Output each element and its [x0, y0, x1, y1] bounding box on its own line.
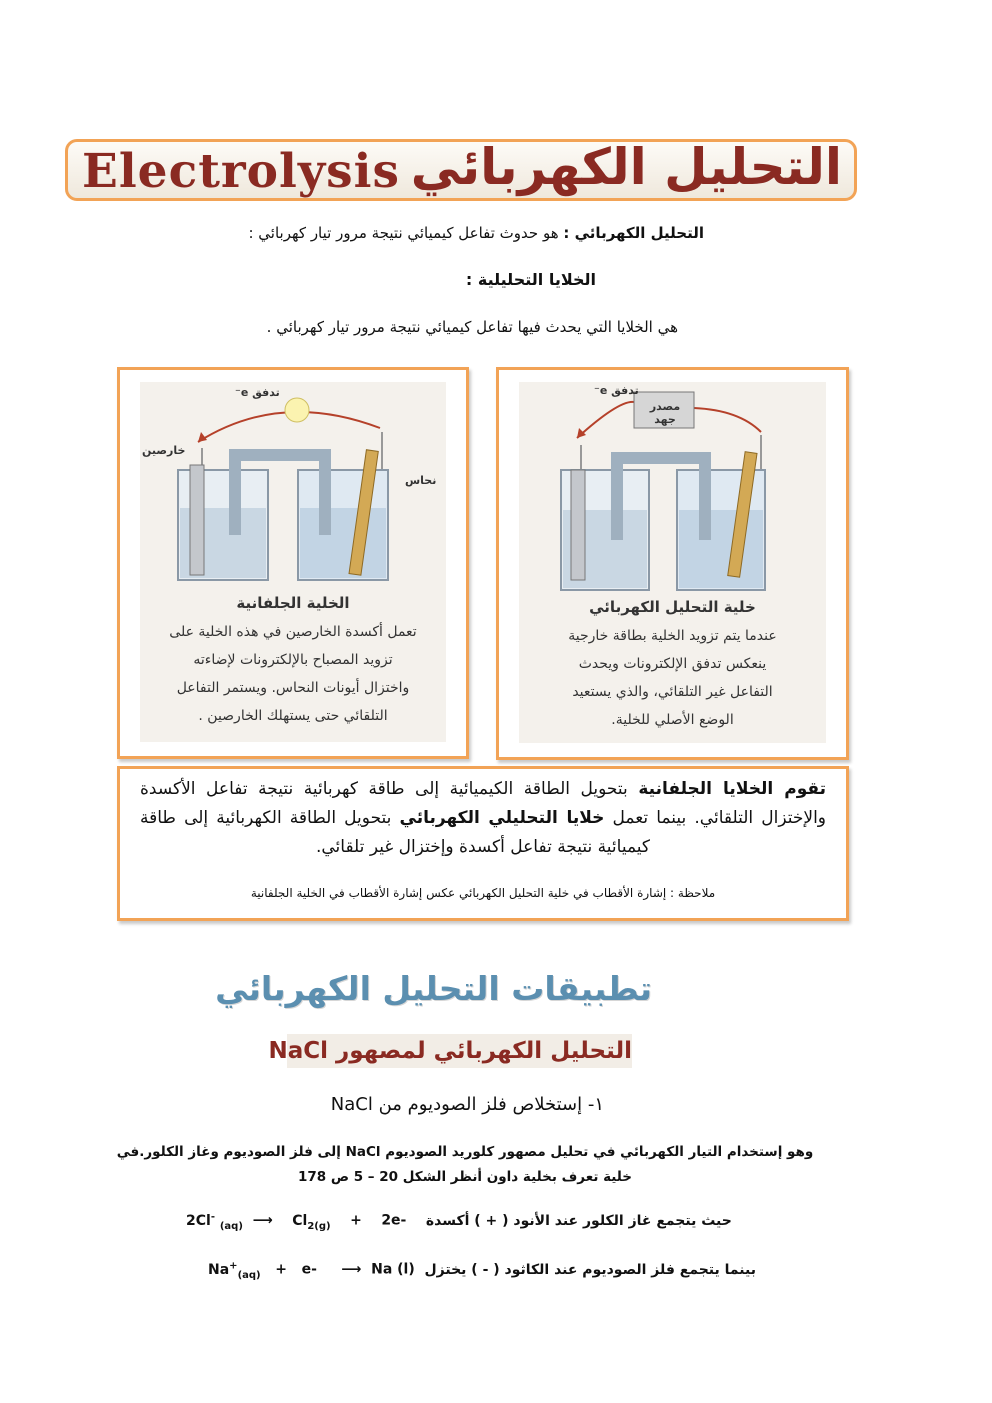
galvanic-caption-line: تعمل أكسدة الخارصين في هذه الخلية على: [169, 624, 417, 640]
electrolytic-caption-title: خلية التحليل الكهربائي: [589, 598, 756, 616]
cathode-equation: [208, 1260, 756, 1280]
applications-heading: تطبيقات التحليل الكهربائي: [215, 969, 652, 1008]
summary-bold-galvanic: تقوم الخلايا الجلفانية: [638, 779, 826, 799]
cathode-reactant: $Na^+_{(aq)}$: [208, 1260, 261, 1281]
cathode-description: بينما يتجمع فلز الصوديوم عند الكاثود ( - ) يختزل: [424, 1261, 756, 1278]
reaction-arrow: ⟶: [341, 1261, 362, 1278]
summary-text: [140, 775, 826, 862]
electrolytic-caption-line: التفاعل غير التلقائي، والذي يستعيد: [572, 684, 773, 700]
cathode-electrons: e-: [301, 1261, 317, 1278]
summary-box: [117, 766, 849, 921]
anode-reactant: 2Cl- $_{(aq)}$: [186, 1211, 243, 1232]
galvanic-caption: [140, 618, 446, 730]
summary-bold-electrolytic: خلايا التحليلي الكهربائي: [399, 808, 605, 828]
galvanic-caption-line: التلقائي حتى يستهلك الخارصين .: [198, 708, 388, 724]
galvanic-caption-title: الخلية الجلفانية: [236, 594, 350, 612]
anode-equation: [186, 1211, 732, 1231]
cells-definition: هي الخلايا التي يحدث فيها تفاعل كيميائي نتيجة مرور تيار كهربائي .: [266, 318, 678, 336]
title-english: Electrolysis: [82, 144, 400, 199]
anode-description: حيث يتجمع غاز الكلور عند الأنود ( + ) أكسدة: [425, 1212, 732, 1229]
reaction-arrow: ⟶: [252, 1212, 273, 1229]
definition-line: [248, 224, 704, 242]
summary-text-1: بتحويل الطاقة الكيميائية إلى طاقة كهربائية نتيجة تفاعل الأكسدة والإختزال التلقائي. بينما تعمل: [140, 779, 826, 828]
galvanic-copper-label: نحاس: [405, 474, 437, 487]
cathode-product: Na (l): [371, 1261, 415, 1278]
downs-cell-paragraph: وهو إستخدام التيار الكهربائي في تحليل مصهور كلوريد الصوديوم NaCl إلى فلز الصوديوم وغاز الكلور.في خلية تعرف بخلية داون أنظر الشكل 20 – 5 ص 178: [116, 1144, 814, 1185]
step-1: ١- إستخلاص فلز الصوديوم من NaCl: [330, 1094, 604, 1115]
summary-text-2: بتحويل الطاقة الكهربائية إلى طاقة كيميائية نتيجة تفاعل أكسدة وإختزال غير تلقائي.: [140, 808, 651, 857]
electrolytic-cell-figure: [496, 367, 849, 760]
summary-note: ملاحظة : إشارة الأقطاب في خلية التحليل الكهربائي عكس إشارة الأقطاب في الخلية الجلفانية: [250, 886, 716, 900]
galvanic-cell-figure: [117, 367, 469, 759]
galvanic-flow-label: تدفق e⁻: [235, 386, 280, 399]
voltage-source-label: مصدر جهد: [649, 400, 681, 426]
plus-sign: +: [350, 1212, 362, 1229]
nacl-subheading: التحليل الكهربائي لمصهور NaCl: [287, 1034, 632, 1068]
title-arabic: التحليل الكهربائي: [410, 138, 842, 196]
electrolytic-caption-line: ينعكس تدفق الإلكترونات ويحدث: [578, 656, 767, 672]
galvanic-caption-line: تزويد المصباح بالإلكترونات لإضاءته: [193, 652, 393, 668]
electrolytic-caption: [519, 622, 826, 734]
electrolytic-flow-label: تدفق e⁻: [594, 384, 639, 397]
electrolytic-caption-line: عندما يتم تزويد الخلية بطاقة خارجية: [568, 628, 777, 644]
definition-term: التحليل الكهربائي :: [563, 224, 704, 242]
cells-heading: الخلايا التحليلية :: [465, 270, 596, 289]
electrolytic-caption-line: الوضع الأصلي للخلية.: [611, 712, 734, 728]
galvanic-caption-line: واختزال أيونات النحاس. ويستمر التفاعل: [176, 680, 410, 696]
anode-product: $Cl_{2(g)}$: [292, 1212, 331, 1232]
galvanic-zinc-label: خارصين: [142, 444, 186, 457]
definition-text: هو حدوث تفاعل كيميائي نتيجة مرور تيار كهربائي :: [248, 224, 559, 242]
plus-sign: +: [275, 1261, 287, 1278]
anode-electrons: 2e-: [381, 1212, 407, 1229]
